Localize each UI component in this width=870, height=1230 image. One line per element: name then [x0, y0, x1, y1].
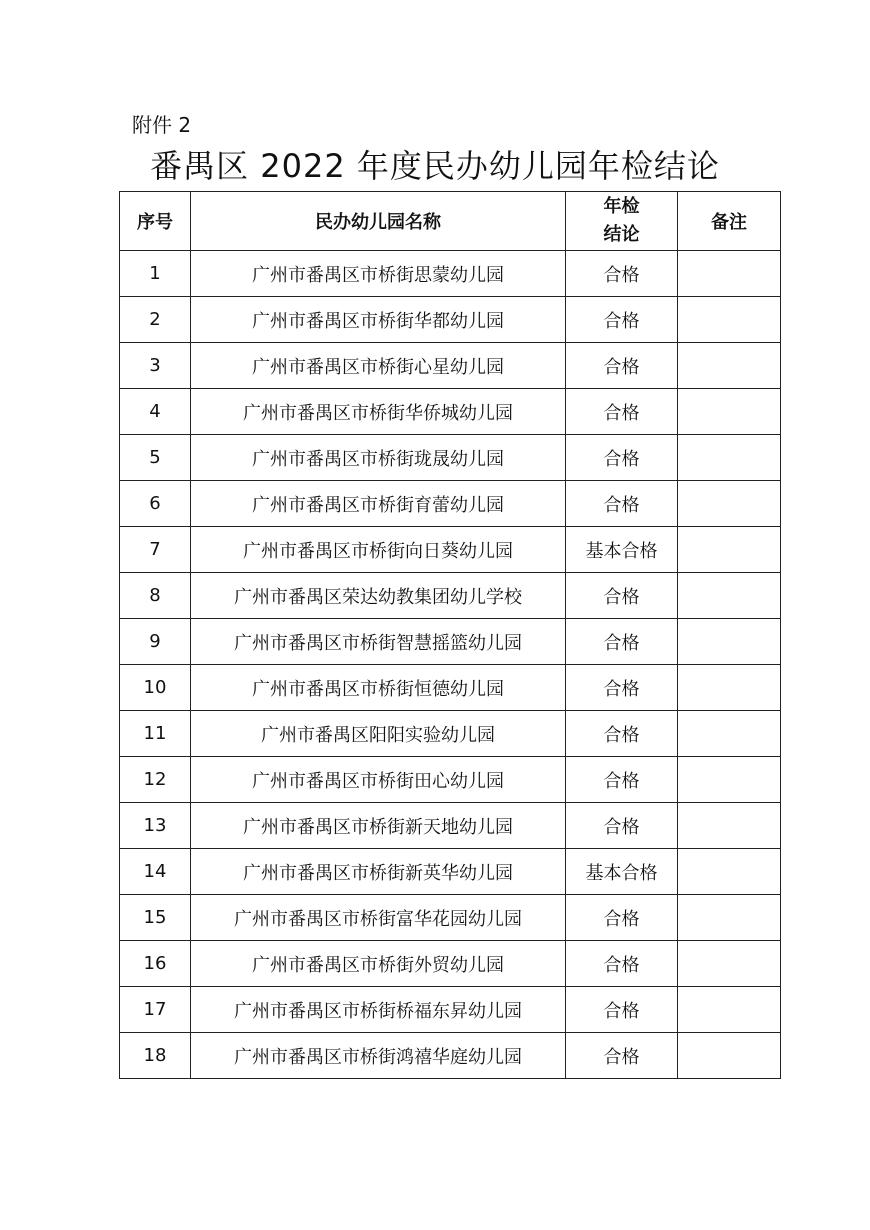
- cell-result: 合格: [566, 941, 678, 987]
- table-row: [120, 435, 781, 481]
- cell-name: 广州市番禺区市桥街恒德幼儿园: [191, 665, 566, 711]
- cell-index: 11: [120, 711, 191, 757]
- cell-result: 合格: [566, 619, 678, 665]
- cell-name: 广州市番禺区市桥街桥福东昇幼儿园: [191, 987, 566, 1033]
- cell-name: 广州市番禺区市桥街鸿禧华庭幼儿园: [191, 1033, 566, 1079]
- cell-result: 合格: [566, 251, 678, 297]
- cell-result: 合格: [566, 1033, 678, 1079]
- cell-name: 广州市番禺区市桥街智慧摇篮幼儿园: [191, 619, 566, 665]
- table-row: [120, 987, 781, 1033]
- cell-remark: [678, 665, 781, 711]
- table-row: [120, 297, 781, 343]
- cell-index: 18: [120, 1033, 191, 1079]
- table-row: [120, 711, 781, 757]
- cell-remark: [678, 757, 781, 803]
- cell-name: 广州市番禺区市桥街新天地幼儿园: [191, 803, 566, 849]
- cell-remark: [678, 1033, 781, 1079]
- cell-remark: [678, 619, 781, 665]
- cell-name: 广州市番禺区市桥街华都幼儿园: [191, 297, 566, 343]
- cell-remark: [678, 527, 781, 573]
- cell-name: 广州市番禺区市桥街育蕾幼儿园: [191, 481, 566, 527]
- cell-remark: [678, 849, 781, 895]
- table-header-row: [120, 192, 781, 251]
- cell-index: 14: [120, 849, 191, 895]
- cell-result: 合格: [566, 987, 678, 1033]
- cell-result: 合格: [566, 343, 678, 389]
- cell-index: 4: [120, 389, 191, 435]
- cell-name: 广州市番禺区市桥街心星幼儿园: [191, 343, 566, 389]
- table-row: [120, 665, 781, 711]
- attachment-label: 附件 2: [132, 113, 192, 137]
- cell-name: 广州市番禺区市桥街外贸幼儿园: [191, 941, 566, 987]
- cell-remark: [678, 435, 781, 481]
- cell-name: 广州市番禺区市桥街新英华幼儿园: [191, 849, 566, 895]
- cell-index: 16: [120, 941, 191, 987]
- cell-name: 广州市番禺区市桥街向日葵幼儿园: [191, 527, 566, 573]
- table-row: [120, 849, 781, 895]
- cell-result: 合格: [566, 711, 678, 757]
- cell-name: 广州市番禺区荣达幼教集团幼儿学校: [191, 573, 566, 619]
- cell-result: 合格: [566, 389, 678, 435]
- table-row: [120, 573, 781, 619]
- header-result-line1: 年检: [603, 196, 640, 217]
- cell-remark: [678, 711, 781, 757]
- cell-index: 12: [120, 757, 191, 803]
- cell-result: 合格: [566, 297, 678, 343]
- cell-result: 合格: [566, 757, 678, 803]
- cell-index: 5: [120, 435, 191, 481]
- cell-index: 8: [120, 573, 191, 619]
- table-row: [120, 1033, 781, 1079]
- cell-name: 广州市番禺区市桥街珑晟幼儿园: [191, 435, 566, 481]
- header-result: [566, 192, 678, 251]
- cell-remark: [678, 573, 781, 619]
- cell-remark: [678, 389, 781, 435]
- cell-remark: [678, 297, 781, 343]
- header-index: 序号: [120, 192, 191, 251]
- cell-name: 广州市番禺区市桥街田心幼儿园: [191, 757, 566, 803]
- header-result-line2: 结论: [603, 224, 640, 245]
- cell-remark: [678, 941, 781, 987]
- cell-index: 10: [120, 665, 191, 711]
- cell-name: 广州市番禺区阳阳实验幼儿园: [191, 711, 566, 757]
- document-title: 番禺区 2022 年度民办幼儿园年检结论: [150, 147, 720, 185]
- table-row: [120, 941, 781, 987]
- cell-index: 1: [120, 251, 191, 297]
- table-row: [120, 619, 781, 665]
- cell-result: 合格: [566, 481, 678, 527]
- cell-remark: [678, 343, 781, 389]
- cell-remark: [678, 895, 781, 941]
- cell-remark: [678, 251, 781, 297]
- cell-index: 2: [120, 297, 191, 343]
- cell-index: 9: [120, 619, 191, 665]
- table-row: [120, 343, 781, 389]
- cell-result: 合格: [566, 803, 678, 849]
- cell-remark: [678, 987, 781, 1033]
- cell-result: 合格: [566, 435, 678, 481]
- cell-remark: [678, 481, 781, 527]
- cell-remark: [678, 803, 781, 849]
- cell-index: 6: [120, 481, 191, 527]
- cell-index: 17: [120, 987, 191, 1033]
- cell-name: 广州市番禺区市桥街思蒙幼儿园: [191, 251, 566, 297]
- table-row: [120, 481, 781, 527]
- table-row: [120, 895, 781, 941]
- cell-index: 15: [120, 895, 191, 941]
- cell-index: 3: [120, 343, 191, 389]
- cell-result: 合格: [566, 895, 678, 941]
- cell-result: 基本合格: [566, 849, 678, 895]
- cell-result: 合格: [566, 665, 678, 711]
- table-row: [120, 251, 781, 297]
- header-name: 民办幼儿园名称: [191, 192, 566, 251]
- cell-result: 合格: [566, 573, 678, 619]
- cell-index: 13: [120, 803, 191, 849]
- cell-name: 广州市番禺区市桥街华侨城幼儿园: [191, 389, 566, 435]
- cell-result: 基本合格: [566, 527, 678, 573]
- table-row: [120, 757, 781, 803]
- inspection-results-table: [119, 191, 781, 1079]
- table-row: [120, 527, 781, 573]
- table-row: [120, 389, 781, 435]
- table-row: [120, 803, 781, 849]
- header-remark: 备注: [678, 192, 781, 251]
- cell-name: 广州市番禺区市桥街富华花园幼儿园: [191, 895, 566, 941]
- cell-index: 7: [120, 527, 191, 573]
